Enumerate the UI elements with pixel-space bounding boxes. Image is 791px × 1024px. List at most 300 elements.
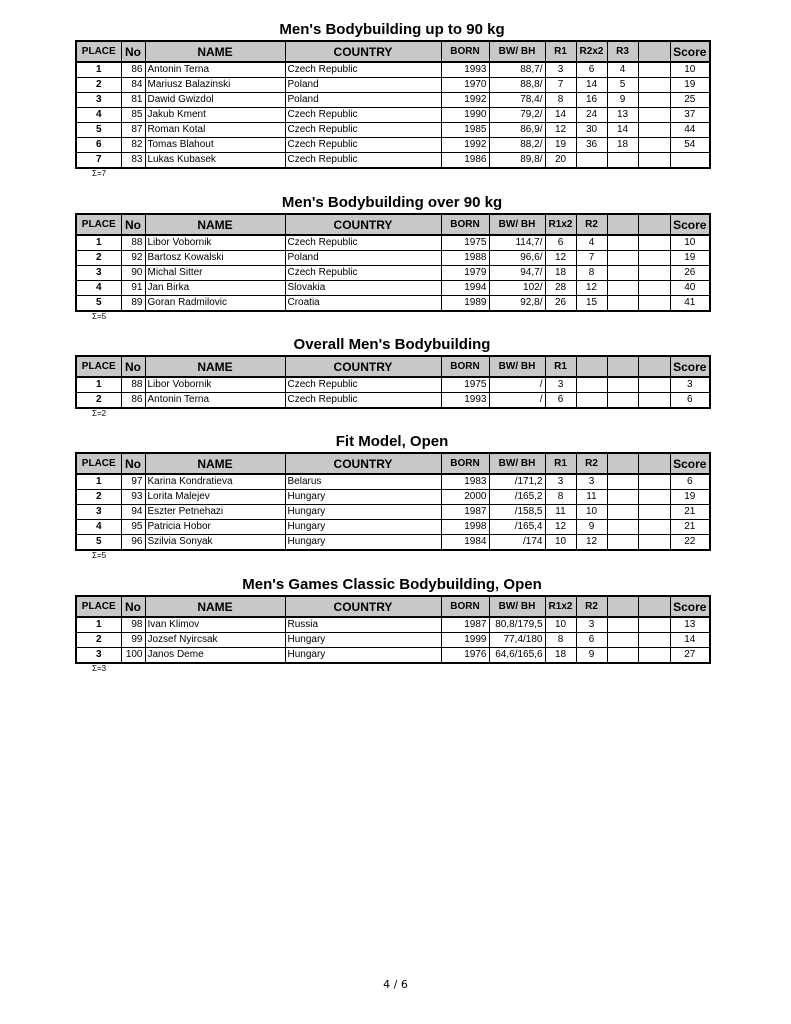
number-cell: 90: [121, 266, 145, 281]
bw-bh-cell: 114,7/: [489, 235, 545, 251]
round-2-cell: 4: [576, 235, 607, 251]
column-header-round-1: R1: [545, 41, 576, 62]
blank-cell: [638, 520, 670, 535]
place-cell: 2: [76, 490, 121, 505]
round-1-cell: 11: [545, 505, 576, 520]
round-1-cell: 12: [545, 520, 576, 535]
born-cell: 1987: [441, 617, 489, 633]
name-cell: Ivan Klimov: [145, 617, 285, 633]
column-header-bw-bh: BW/ BH: [489, 41, 545, 62]
round-1-cell: 18: [545, 266, 576, 281]
blank-cell: [638, 377, 670, 393]
table-row: [76, 251, 710, 266]
round-2-cell: 3: [576, 617, 607, 633]
round-1-cell: 28: [545, 281, 576, 296]
country-cell: Hungary: [285, 490, 441, 505]
results-table: [75, 40, 711, 169]
country-cell: Russia: [285, 617, 441, 633]
round-3-cell: [607, 296, 638, 312]
column-header-country: COUNTRY: [285, 453, 441, 474]
table-header-row: [76, 453, 710, 474]
column-header-round-1: R1: [545, 453, 576, 474]
table-row: [76, 535, 710, 551]
blank-cell: [638, 108, 670, 123]
bw-bh-cell: 102/: [489, 281, 545, 296]
column-header-score: Score: [670, 356, 710, 377]
column-header-place: PLACE: [76, 596, 121, 617]
column-header-blank: [638, 453, 670, 474]
score-cell: 21: [670, 520, 710, 535]
score-cell: 10: [670, 235, 710, 251]
column-header-round-2: R2: [576, 214, 607, 235]
table-row: [76, 62, 710, 78]
country-cell: Hungary: [285, 520, 441, 535]
bw-bh-cell: /: [489, 393, 545, 409]
place-cell: 4: [76, 108, 121, 123]
column-header-place: PLACE: [76, 453, 121, 474]
blank-cell: [638, 393, 670, 409]
section-title: Men's Bodybuilding over 90 kg: [281, 194, 503, 211]
place-cell: 5: [76, 123, 121, 138]
name-cell: Jakub Kment: [145, 108, 285, 123]
round-3-cell: [607, 505, 638, 520]
round-3-cell: [607, 235, 638, 251]
number-cell: 86: [121, 393, 145, 409]
country-cell: Czech Republic: [285, 138, 441, 153]
born-cell: 1994: [441, 281, 489, 296]
born-cell: 1999: [441, 633, 489, 648]
table-row: [76, 93, 710, 108]
country-cell: Slovakia: [285, 281, 441, 296]
born-cell: 1975: [441, 377, 489, 393]
results-section: [75, 335, 709, 419]
round-1-cell: 10: [545, 617, 576, 633]
entry-count: Σ=2: [92, 409, 107, 418]
bw-bh-cell: /158,5: [489, 505, 545, 520]
score-cell: 26: [670, 266, 710, 281]
name-cell: Antonin Terna: [145, 62, 285, 78]
bw-bh-cell: 88,2/: [489, 138, 545, 153]
column-header-bw-bh: BW/ BH: [489, 356, 545, 377]
column-header-number: No: [121, 453, 145, 474]
round-2-cell: 7: [576, 251, 607, 266]
column-header-place: PLACE: [76, 214, 121, 235]
round-1-cell: 8: [545, 490, 576, 505]
born-cell: 2000: [441, 490, 489, 505]
score-cell: 44: [670, 123, 710, 138]
score-cell: 19: [670, 490, 710, 505]
number-cell: 86: [121, 62, 145, 78]
section-title: Men's Games Classic Bodybuilding, Open: [242, 576, 542, 593]
column-header-blank: [638, 214, 670, 235]
column-header-blank: [638, 356, 670, 377]
results-section: [75, 432, 709, 561]
column-header-round-3: [607, 596, 638, 617]
table-row: [76, 266, 710, 281]
column-header-round-3: R3: [607, 41, 638, 62]
number-cell: 85: [121, 108, 145, 123]
bw-bh-cell: 92,8/: [489, 296, 545, 312]
name-cell: Jan Birka: [145, 281, 285, 296]
round-1-cell: 14: [545, 108, 576, 123]
round-3-cell: [607, 377, 638, 393]
table-header-row: [76, 214, 710, 235]
score-cell: 37: [670, 108, 710, 123]
round-2-cell: 8: [576, 266, 607, 281]
bw-bh-cell: 88,8/: [489, 78, 545, 93]
bw-bh-cell: 79,2/: [489, 108, 545, 123]
page-number: 4 / 6: [383, 978, 408, 991]
round-1-cell: 12: [545, 251, 576, 266]
name-cell: Janos Deme: [145, 648, 285, 664]
number-cell: 88: [121, 235, 145, 251]
round-2-cell: [576, 393, 607, 409]
number-cell: 81: [121, 93, 145, 108]
blank-cell: [638, 505, 670, 520]
round-2-cell: 36: [576, 138, 607, 153]
country-cell: Croatia: [285, 296, 441, 312]
born-cell: 1993: [441, 62, 489, 78]
place-cell: 1: [76, 62, 121, 78]
place-cell: 3: [76, 93, 121, 108]
bw-bh-cell: 89,8/: [489, 153, 545, 169]
column-header-score: Score: [670, 596, 710, 617]
blank-cell: [638, 266, 670, 281]
round-2-cell: [576, 153, 607, 169]
column-header-born: BORN: [441, 596, 489, 617]
blank-cell: [638, 617, 670, 633]
table-row: [76, 377, 710, 393]
table-header-row: [76, 596, 710, 617]
column-header-name: NAME: [145, 41, 285, 62]
column-header-bw-bh: BW/ BH: [489, 214, 545, 235]
column-header-country: COUNTRY: [285, 41, 441, 62]
place-cell: 7: [76, 153, 121, 169]
place-cell: 3: [76, 648, 121, 664]
number-cell: 93: [121, 490, 145, 505]
round-2-cell: 12: [576, 281, 607, 296]
results-section: [75, 575, 709, 674]
column-header-round-2: [576, 356, 607, 377]
number-cell: 82: [121, 138, 145, 153]
born-cell: 1985: [441, 123, 489, 138]
column-header-blank: [638, 596, 670, 617]
born-cell: 1979: [441, 266, 489, 281]
column-header-score: Score: [670, 214, 710, 235]
bw-bh-cell: /165,4: [489, 520, 545, 535]
column-header-round-2: R2x2: [576, 41, 607, 62]
column-header-place: PLACE: [76, 41, 121, 62]
score-cell: 6: [670, 474, 710, 490]
column-header-bw-bh: BW/ BH: [489, 596, 545, 617]
round-2-cell: 12: [576, 535, 607, 551]
column-header-bw-bh: BW/ BH: [489, 453, 545, 474]
bw-bh-cell: 77,4/180: [489, 633, 545, 648]
number-cell: 95: [121, 520, 145, 535]
round-1-cell: 26: [545, 296, 576, 312]
name-cell: Libor Vobornik: [145, 377, 285, 393]
number-cell: 87: [121, 123, 145, 138]
score-cell: 25: [670, 93, 710, 108]
score-cell: 10: [670, 62, 710, 78]
score-cell: 22: [670, 535, 710, 551]
entry-count: Σ=5: [92, 312, 107, 321]
bw-bh-cell: /174: [489, 535, 545, 551]
column-header-blank: [638, 41, 670, 62]
born-cell: 1984: [441, 535, 489, 551]
name-cell: Goran Radmilovic: [145, 296, 285, 312]
country-cell: Czech Republic: [285, 377, 441, 393]
table-header-row: [76, 356, 710, 377]
name-cell: Tomas Blahout: [145, 138, 285, 153]
name-cell: Jozsef Nyircsak: [145, 633, 285, 648]
round-3-cell: [607, 520, 638, 535]
place-cell: 1: [76, 474, 121, 490]
table-header-row: [76, 41, 710, 62]
name-cell: Roman Kotal: [145, 123, 285, 138]
round-1-cell: 3: [545, 62, 576, 78]
round-2-cell: 9: [576, 520, 607, 535]
country-cell: Czech Republic: [285, 108, 441, 123]
name-cell: Patricia Hobor: [145, 520, 285, 535]
country-cell: Hungary: [285, 535, 441, 551]
place-cell: 4: [76, 281, 121, 296]
country-cell: Hungary: [285, 633, 441, 648]
round-3-cell: [607, 617, 638, 633]
bw-bh-cell: /: [489, 377, 545, 393]
name-cell: Libor Vobornik: [145, 235, 285, 251]
bw-bh-cell: 78,4/: [489, 93, 545, 108]
round-3-cell: [607, 281, 638, 296]
score-cell: 41: [670, 296, 710, 312]
round-1-cell: 8: [545, 93, 576, 108]
table-row: [76, 281, 710, 296]
name-cell: Eszter Petnehazi: [145, 505, 285, 520]
table-row: [76, 235, 710, 251]
column-header-name: NAME: [145, 214, 285, 235]
table-row: [76, 520, 710, 535]
bw-bh-cell: 96,6/: [489, 251, 545, 266]
score-cell: [670, 153, 710, 169]
country-cell: Czech Republic: [285, 393, 441, 409]
country-cell: Czech Republic: [285, 153, 441, 169]
number-cell: 83: [121, 153, 145, 169]
number-cell: 91: [121, 281, 145, 296]
round-1-cell: 7: [545, 78, 576, 93]
place-cell: 5: [76, 296, 121, 312]
number-cell: 92: [121, 251, 145, 266]
born-cell: 1992: [441, 93, 489, 108]
round-3-cell: [607, 251, 638, 266]
section-title: Fit Model, Open: [335, 433, 449, 450]
column-header-country: COUNTRY: [285, 214, 441, 235]
column-header-name: NAME: [145, 596, 285, 617]
blank-cell: [638, 474, 670, 490]
round-1-cell: 18: [545, 648, 576, 664]
column-header-number: No: [121, 214, 145, 235]
blank-cell: [638, 123, 670, 138]
results-table: [75, 452, 711, 551]
column-header-number: No: [121, 596, 145, 617]
country-cell: Belarus: [285, 474, 441, 490]
column-header-country: COUNTRY: [285, 596, 441, 617]
blank-cell: [638, 93, 670, 108]
section-title: Men's Bodybuilding up to 90 kg: [279, 21, 505, 38]
round-1-cell: 6: [545, 393, 576, 409]
score-cell: 40: [670, 281, 710, 296]
table-row: [76, 78, 710, 93]
score-cell: 21: [670, 505, 710, 520]
bw-bh-cell: 94,7/: [489, 266, 545, 281]
round-3-cell: [607, 648, 638, 664]
country-cell: Czech Republic: [285, 123, 441, 138]
round-2-cell: 6: [576, 633, 607, 648]
entry-count: Σ=5: [92, 551, 107, 560]
blank-cell: [638, 78, 670, 93]
column-header-country: COUNTRY: [285, 356, 441, 377]
number-cell: 96: [121, 535, 145, 551]
name-cell: Lukas Kubasek: [145, 153, 285, 169]
column-header-place: PLACE: [76, 356, 121, 377]
round-3-cell: [607, 490, 638, 505]
name-cell: Lorita Malejev: [145, 490, 285, 505]
place-cell: 2: [76, 393, 121, 409]
blank-cell: [638, 62, 670, 78]
column-header-name: NAME: [145, 453, 285, 474]
column-header-born: BORN: [441, 453, 489, 474]
blank-cell: [638, 235, 670, 251]
round-3-cell: [607, 393, 638, 409]
round-2-cell: 15: [576, 296, 607, 312]
country-cell: Poland: [285, 78, 441, 93]
round-3-cell: [607, 535, 638, 551]
blank-cell: [638, 281, 670, 296]
place-cell: 3: [76, 505, 121, 520]
bw-bh-cell: 64,6/165,6: [489, 648, 545, 664]
number-cell: 99: [121, 633, 145, 648]
round-1-cell: 6: [545, 235, 576, 251]
column-header-round-3: [607, 356, 638, 377]
column-header-round-2: R2: [576, 453, 607, 474]
round-3-cell: [607, 153, 638, 169]
round-1-cell: 3: [545, 474, 576, 490]
table-row: [76, 393, 710, 409]
round-2-cell: 10: [576, 505, 607, 520]
place-cell: 6: [76, 138, 121, 153]
blank-cell: [638, 633, 670, 648]
column-header-born: BORN: [441, 41, 489, 62]
name-cell: Bartosz Kowalski: [145, 251, 285, 266]
round-1-cell: 3: [545, 377, 576, 393]
round-2-cell: 6: [576, 62, 607, 78]
column-header-born: BORN: [441, 214, 489, 235]
column-header-born: BORN: [441, 356, 489, 377]
round-3-cell: [607, 266, 638, 281]
column-header-number: No: [121, 356, 145, 377]
round-3-cell: 13: [607, 108, 638, 123]
place-cell: 2: [76, 251, 121, 266]
born-cell: 1986: [441, 153, 489, 169]
table-row: [76, 296, 710, 312]
entry-count: Σ=7: [92, 169, 107, 178]
round-3-cell: 9: [607, 93, 638, 108]
table-row: [76, 138, 710, 153]
table-row: [76, 505, 710, 520]
table-row: [76, 648, 710, 664]
column-header-score: Score: [670, 453, 710, 474]
bw-bh-cell: /165,2: [489, 490, 545, 505]
results-table: [75, 595, 711, 664]
blank-cell: [638, 138, 670, 153]
born-cell: 1998: [441, 520, 489, 535]
round-1-cell: 10: [545, 535, 576, 551]
round-2-cell: 9: [576, 648, 607, 664]
bw-bh-cell: /171,2: [489, 474, 545, 490]
column-header-round-1: R1: [545, 356, 576, 377]
born-cell: 1993: [441, 393, 489, 409]
score-cell: 19: [670, 78, 710, 93]
results-table: [75, 213, 711, 312]
name-cell: Mariusz Balazinski: [145, 78, 285, 93]
table-row: [76, 633, 710, 648]
round-2-cell: 16: [576, 93, 607, 108]
score-cell: 13: [670, 617, 710, 633]
round-1-cell: 12: [545, 123, 576, 138]
blank-cell: [638, 251, 670, 266]
column-header-round-3: [607, 453, 638, 474]
country-cell: Hungary: [285, 648, 441, 664]
round-3-cell: 5: [607, 78, 638, 93]
name-cell: Dawid Gwizdol: [145, 93, 285, 108]
born-cell: 1983: [441, 474, 489, 490]
country-cell: Czech Republic: [285, 235, 441, 251]
country-cell: Czech Republic: [285, 62, 441, 78]
number-cell: 89: [121, 296, 145, 312]
name-cell: Michal Sitter: [145, 266, 285, 281]
table-row: [76, 123, 710, 138]
country-cell: Hungary: [285, 505, 441, 520]
number-cell: 84: [121, 78, 145, 93]
results-section: [75, 193, 709, 322]
born-cell: 1989: [441, 296, 489, 312]
place-cell: 2: [76, 633, 121, 648]
born-cell: 1988: [441, 251, 489, 266]
number-cell: 88: [121, 377, 145, 393]
round-3-cell: [607, 474, 638, 490]
score-cell: 14: [670, 633, 710, 648]
place-cell: 4: [76, 520, 121, 535]
blank-cell: [638, 535, 670, 551]
round-3-cell: [607, 633, 638, 648]
table-row: [76, 617, 710, 633]
round-3-cell: 4: [607, 62, 638, 78]
born-cell: 1990: [441, 108, 489, 123]
results-section: [75, 20, 709, 179]
column-header-score: Score: [670, 41, 710, 62]
blank-cell: [638, 490, 670, 505]
table-row: [76, 490, 710, 505]
round-3-cell: 14: [607, 123, 638, 138]
place-cell: 1: [76, 235, 121, 251]
name-cell: Antonin Terna: [145, 393, 285, 409]
place-cell: 2: [76, 78, 121, 93]
bw-bh-cell: 80,8/179,5: [489, 617, 545, 633]
results-table: [75, 355, 711, 409]
column-header-number: No: [121, 41, 145, 62]
column-header-round-1: R1x2: [545, 596, 576, 617]
score-cell: 27: [670, 648, 710, 664]
table-row: [76, 153, 710, 169]
